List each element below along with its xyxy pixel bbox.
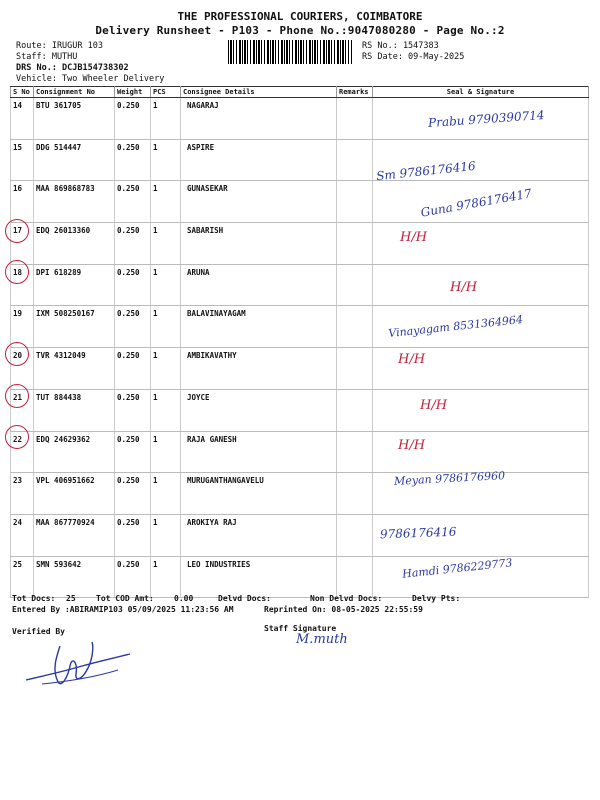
table-row (11, 514, 589, 556)
signature-cell (373, 264, 589, 306)
pcs: 1 (151, 389, 181, 431)
sno: 18 (11, 264, 34, 306)
consignee: MURUGANTHANGAVELU (181, 473, 337, 515)
pcs: 1 (151, 514, 181, 556)
remarks (337, 389, 373, 431)
runsheet-title: Delivery Runsheet - P103 - Phone No.:9047080280 - Page No.:2 (95, 24, 505, 37)
consignment-no: TVR 4312049 (34, 348, 115, 390)
red-circle-mark (5, 384, 29, 408)
remarks (337, 514, 373, 556)
sno: 16 (11, 181, 34, 223)
weight: 0.250 (115, 389, 151, 431)
sno: 24 (11, 514, 34, 556)
sno: 25 (11, 556, 34, 598)
consignee: AROKIYA RAJ (181, 514, 337, 556)
table-row (11, 139, 589, 181)
weight: 0.250 (115, 431, 151, 473)
hh-mark-20: H/H (398, 352, 426, 367)
remarks (337, 431, 373, 473)
consignee: RAJA GANESH (181, 431, 337, 473)
remarks (337, 348, 373, 390)
hh-mark-17: H/H (400, 230, 428, 245)
sno: 17 (11, 223, 34, 265)
sno: 21 (11, 389, 34, 431)
tot-cod-label: Tot COD Amt: (96, 594, 154, 603)
table-row (11, 223, 589, 265)
remarks (337, 556, 373, 598)
sno: 22 (11, 431, 34, 473)
staff-signature: M.muth (296, 632, 348, 647)
red-circle-mark (5, 342, 29, 366)
remarks (337, 139, 373, 181)
consignee: ARUNA (181, 264, 337, 306)
weight: 0.250 (115, 264, 151, 306)
col-consignee: Consignee Details (181, 87, 337, 98)
col-consignment-no: Consignment No (34, 87, 115, 98)
weight: 0.250 (115, 556, 151, 598)
consignee: JOYCE (181, 389, 337, 431)
sno: 14 (11, 98, 34, 140)
pcs: 1 (151, 473, 181, 515)
pcs: 1 (151, 139, 181, 181)
consignment-no: VPL 406951662 (34, 473, 115, 515)
pcs: 1 (151, 98, 181, 140)
runsheet-table (10, 86, 589, 598)
consignment-no: MAA 869868783 (34, 181, 115, 223)
sno: 20 (11, 348, 34, 390)
consignment-no: TUT 884438 (34, 389, 115, 431)
company-name: THE PROFESSIONAL COURIERS, COIMBATORE (177, 10, 423, 23)
remarks (337, 223, 373, 265)
consignee: AMBIKAVATHY (181, 348, 337, 390)
consignee: BALAVINAYAGAM (181, 306, 337, 348)
rs-number: RS No.: 1547383 (362, 41, 439, 51)
remarks (337, 306, 373, 348)
staff: Staff: MUTHU (16, 52, 78, 62)
delvy-pts: Delvy Pts: (412, 594, 461, 603)
weight: 0.250 (115, 348, 151, 390)
entered-by: Entered By :ABIRAMIP103 05/09/2025 11:23:56 AM (12, 605, 234, 614)
remarks (337, 473, 373, 515)
hh-mark-21: H/H (420, 398, 448, 413)
red-circle-mark (5, 219, 29, 243)
verifier-signature (22, 636, 134, 690)
col-sno: S No (11, 87, 34, 98)
consignee: NAGARAJ (181, 98, 337, 140)
staff-signature-label: Staff Signature (264, 624, 337, 633)
col-weight: Weight (115, 87, 151, 98)
consignment-no: DDG 514447 (34, 139, 115, 181)
signature-25: Hamdi 9786229773 (401, 556, 514, 581)
col-seal-signature: Seal & Signature (373, 87, 589, 98)
table-row (11, 431, 589, 473)
verified-by-label: Verified By (12, 627, 65, 636)
sno: 19 (11, 306, 34, 348)
signature-16: Guna 9786176417 (419, 186, 533, 220)
pcs: 1 (151, 306, 181, 348)
vehicle: Vehicle: Two Wheeler Delivery (16, 74, 165, 84)
pcs: 1 (151, 181, 181, 223)
pcs: 1 (151, 264, 181, 306)
consignment-no: EDQ 24629362 (34, 431, 115, 473)
remarks (337, 181, 373, 223)
tot-docs-value: 25 (66, 594, 76, 603)
consignee: SABARISH (181, 223, 337, 265)
hh-mark-18: H/H (450, 280, 478, 295)
table-row (11, 389, 589, 431)
pcs: 1 (151, 431, 181, 473)
reprinted-on: Reprinted On: 08-05-2025 22:55:59 (264, 605, 423, 614)
consignment-no: EDQ 26013360 (34, 223, 115, 265)
signature-23: Meyan 9786176960 (393, 469, 506, 488)
route: Route: IRUGUR 103 (16, 41, 103, 51)
sno: 23 (11, 473, 34, 515)
signature-15: Sm 9786176416 (375, 158, 477, 184)
rs-date: RS Date: 09-May-2025 (362, 52, 465, 62)
consignee: ASPIRE (181, 139, 337, 181)
col-pcs: PCS (151, 87, 181, 98)
consignment-no: IXM 508250167 (34, 306, 115, 348)
weight: 0.250 (115, 98, 151, 140)
weight: 0.250 (115, 223, 151, 265)
remarks (337, 98, 373, 140)
remarks (337, 264, 373, 306)
red-circle-mark (5, 425, 29, 449)
consignment-no: MAA 867770924 (34, 514, 115, 556)
col-remarks: Remarks (337, 87, 373, 98)
pcs: 1 (151, 348, 181, 390)
tot-docs-label: Tot Docs: (12, 594, 56, 603)
consignment-no: DPI 618289 (34, 264, 115, 306)
table-row (11, 348, 589, 390)
table-row (11, 264, 589, 306)
hh-mark-22: H/H (398, 438, 426, 453)
weight: 0.250 (115, 514, 151, 556)
tot-cod-value: 0.00 (174, 594, 194, 603)
signature-cell (373, 389, 589, 431)
delvd-docs: Delvd Docs: (218, 594, 271, 603)
red-circle-mark (5, 260, 29, 284)
consignee: LEO INDUSTRIES (181, 556, 337, 598)
signature-19: Vinayagam 8531364964 (387, 312, 524, 341)
pcs: 1 (151, 223, 181, 265)
weight: 0.250 (115, 139, 151, 181)
signature-24: 9786176416 (379, 524, 457, 542)
barcode (228, 40, 352, 64)
signature-14: Prabu 9790390714 (427, 107, 545, 131)
consignee: GUNASEKAR (181, 181, 337, 223)
drs-number: DRS No.: DCJB154738302 (16, 63, 129, 73)
weight: 0.250 (115, 306, 151, 348)
table-header (11, 87, 589, 98)
pcs: 1 (151, 556, 181, 598)
weight: 0.250 (115, 181, 151, 223)
consignment-no: SMN 593642 (34, 556, 115, 598)
non-delvd-docs: Non Delvd Docs: (310, 594, 383, 603)
weight: 0.250 (115, 473, 151, 515)
consignment-no: BTU 361705 (34, 98, 115, 140)
sno: 15 (11, 139, 34, 181)
